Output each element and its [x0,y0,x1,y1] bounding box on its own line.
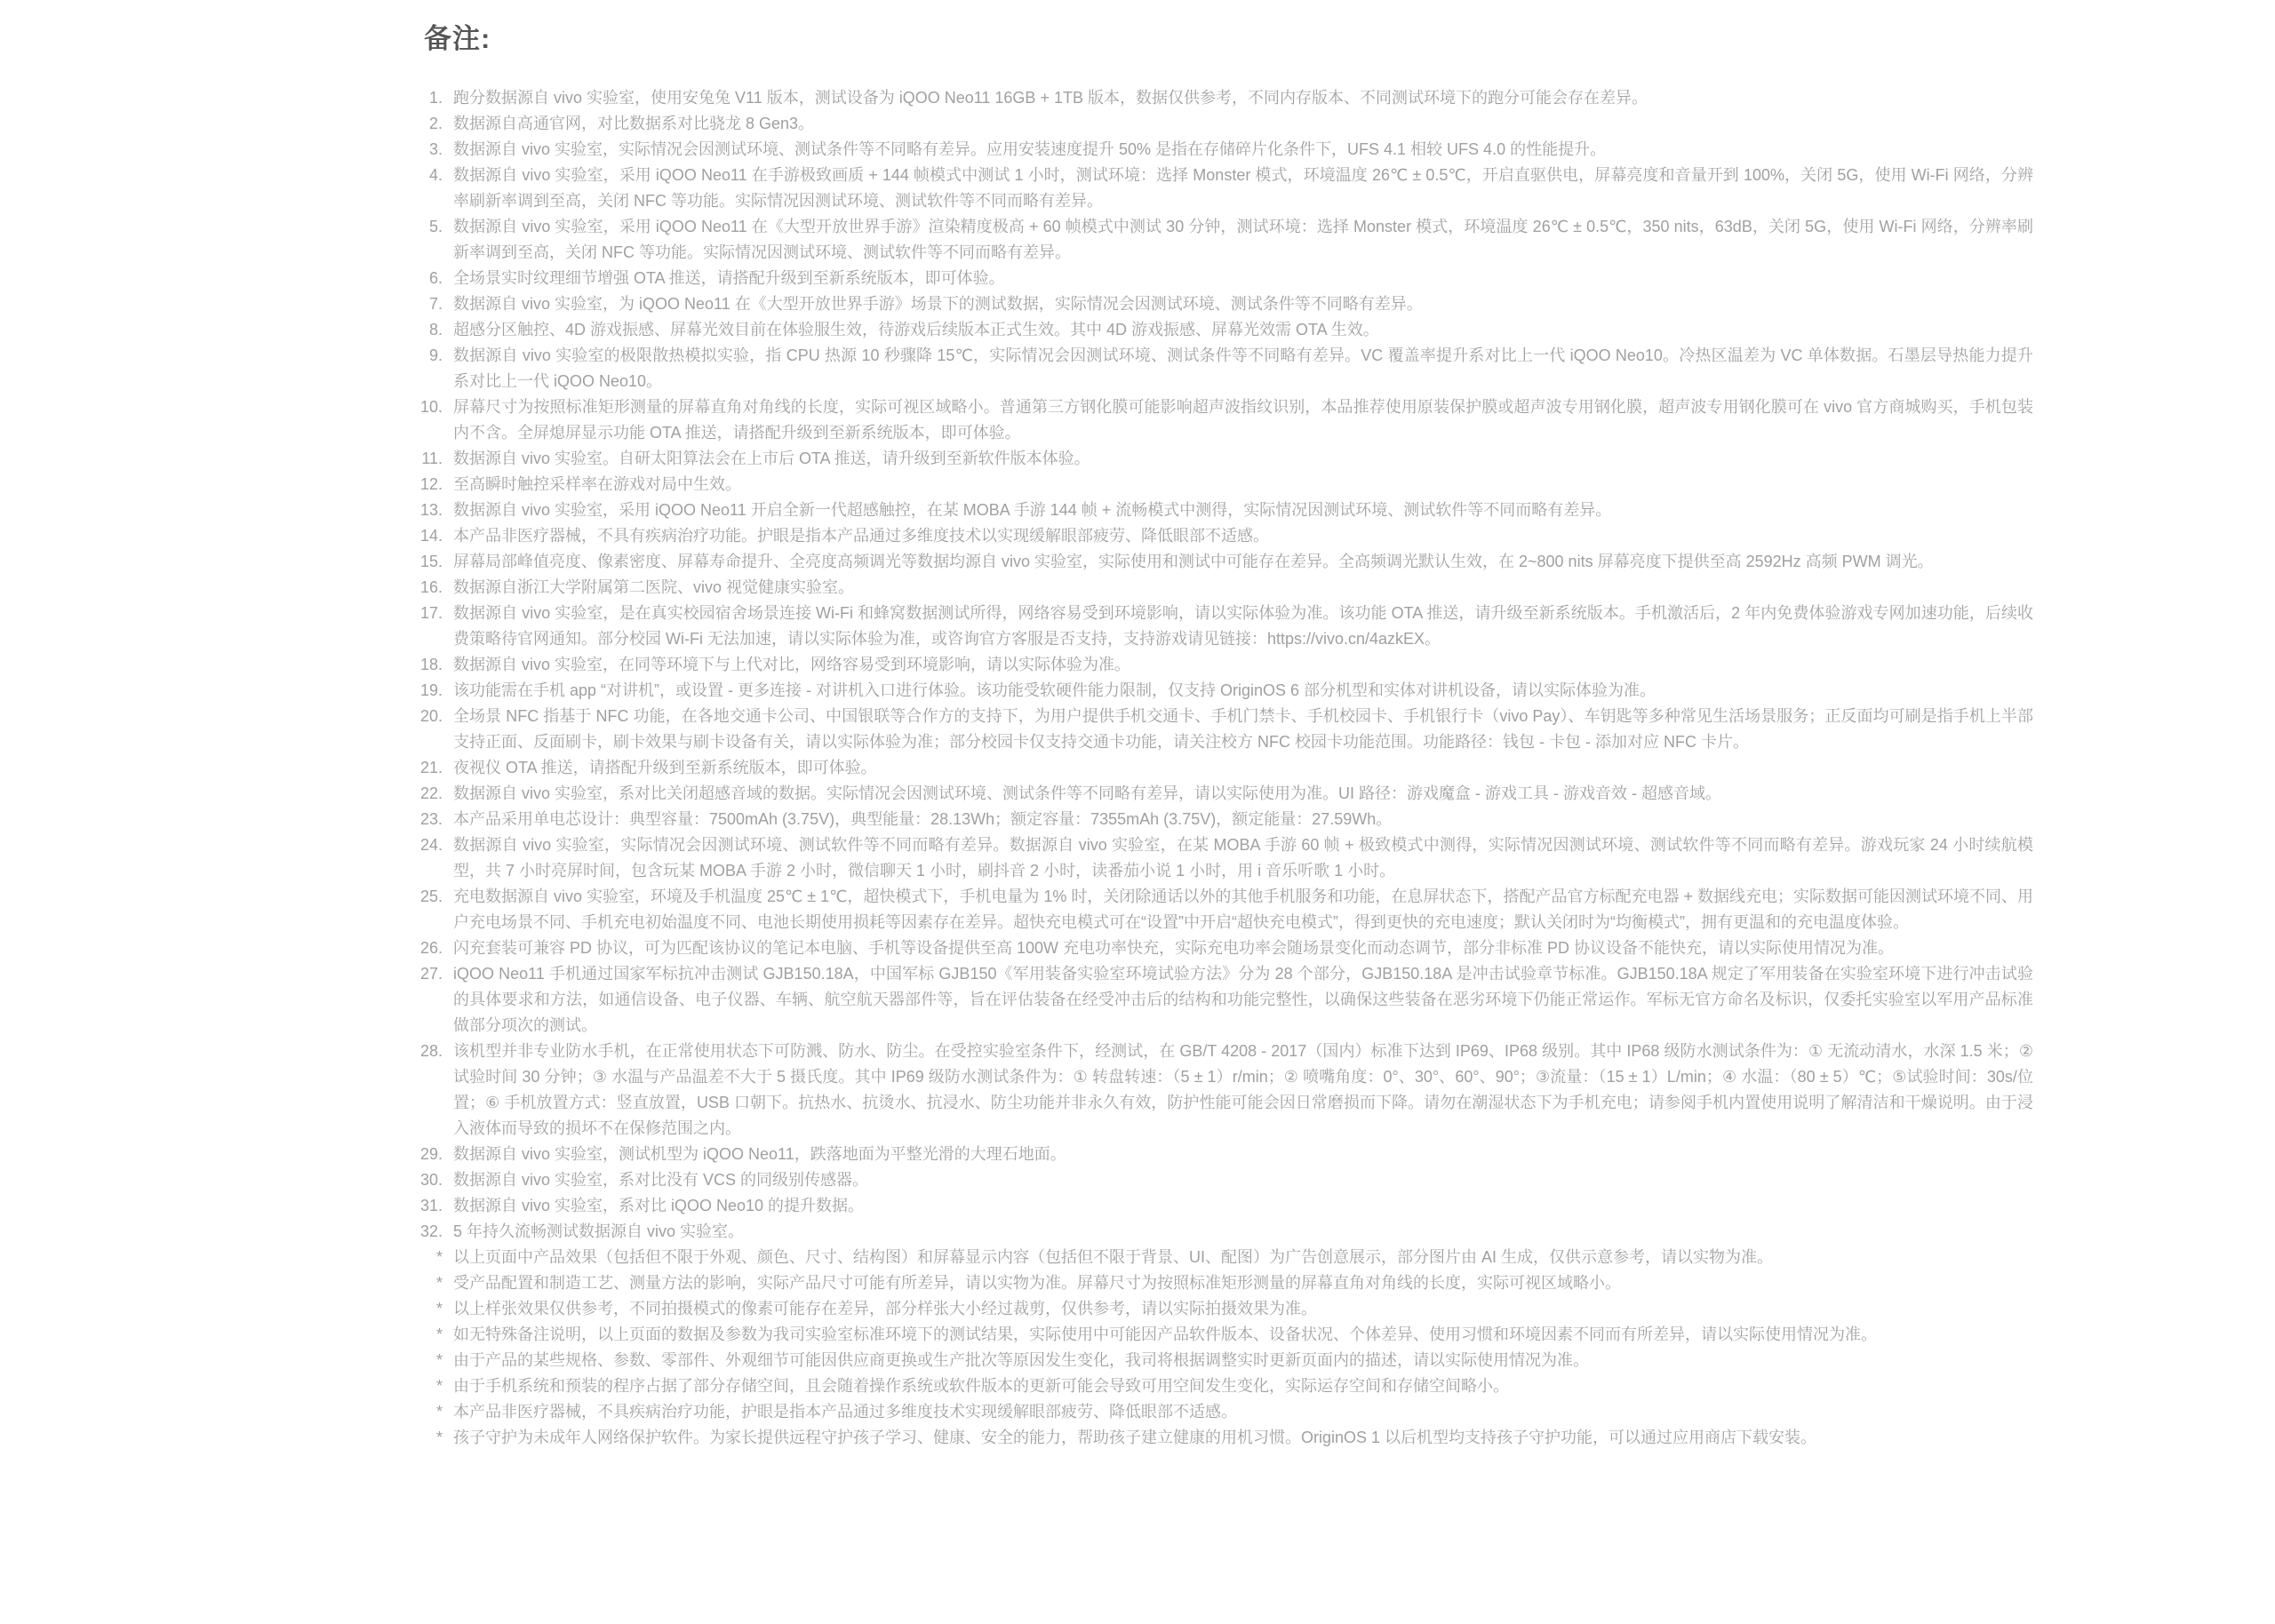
note-text: 充电数据源自 vivo 实验室，环境及手机温度 25℃ ± 1℃，超快模式下，手机电量为 1% 时，关闭除通话以外的其他手机服务和功能，在息屏状态下，搭配产品官方标配充电器 + 数据线充电；实际数据可能因测试环境不同、用户充电场景不同、手机充电初始温度不同、电池长期使用损耗等因素存在差异。超快充电模式可在“设置”中开启“超快充电模式”，得到更快的充电速度；默认关闭时为“均衡模式”，拥有更温和的充电温度体验。 [453,888,2033,931]
note-item-25 [402,884,2033,935]
note-marker: 8. [428,321,443,338]
note-marker: 13. [419,501,443,519]
note-text: 夜视仪 OTA 推送，请搭配升级到至新系统版本，即可体验。 [453,759,877,776]
note-text: 数据源自浙江大学附属第二医院、vivo 视觉健康实验室。 [453,578,855,596]
note-text: 数据源自 vivo 实验室，在同等环境下与上代对比，网络容易受到环境影响，请以实际体验为准。 [453,656,1131,673]
note-item-3 [402,137,2033,163]
note-item-16 [402,575,2033,601]
footnote-item-7 [402,1399,2033,1425]
note-text: 全场景实时纹理细节增强 OTA 推送，请搭配升级到至新系统版本，即可体验。 [453,269,1005,287]
note-item-17 [402,601,2033,652]
note-item-26 [402,935,2033,961]
note-text: 至高瞬时触控采样率在游戏对局中生效。 [453,475,741,493]
note-text: 全场景 NFC 指基于 NFC 功能，在各地交通卡公司、中国银联等合作方的支持下，为用户提供手机交通卡、手机门禁卡、手机校园卡、手机银行卡（vivo Pay）、车钥匙等多种常见生活场景服务；正反面均可刷是指手机上半部支持正面、反面刷卡，刷卡效果与刷卡设备有关，请以实际体验为准；部分校园卡仅支持交通卡功能，请关注校方 NFC 校园卡功能范围。功能路径：钱包 - 卡包 - 添加对应 NFC 卡片。 [453,707,2033,751]
note-text: 该功能需在手机 app “对讲机”，或设置 - 更多连接 - 对讲机入口进行体验。该功能受软硬件能力限制，仅支持 OriginOS 6 部分机型和实体对讲机设备，请以实际体验为准。 [453,681,1656,699]
note-text: 数据源自 vivo 实验室，采用 iQOO Neo11 开启全新一代超感触控，在某 MOBA 手游 144 帧 + 流畅模式中测得，实际情况因测试环境、测试软件等不同而略有差异。 [453,501,1612,519]
footnote-text: 本产品非医疗器械，不具疾病治疗功能，护眼是指本产品通过多维度技术实现缓解眼部疲劳、降低眼部不适感。 [453,1403,1237,1421]
note-item-11 [402,446,2033,472]
note-item-19 [402,678,2033,704]
footnote-marker: * [435,1248,443,1266]
footnote-item-8 [402,1425,2033,1451]
footnote-text: 受产品配置和制造工艺、测量方法的影响，实际产品尺寸可能有所差异，请以实物为准。屏幕尺寸为按照标准矩形测量的屏幕直角对角线的长度，实际可视区域略小。 [453,1274,1621,1292]
note-marker: 21. [419,759,443,776]
note-item-6 [402,266,2033,291]
note-item-10 [402,394,2033,446]
note-text: 数据源自 vivo 实验室，采用 iQOO Neo11 在手游极致画质 + 144 帧模式中测试 1 小时，测试环境：选择 Monster 模式，环境温度 26℃ ± 0.5℃，开启直驱供电，屏幕亮度和音量开到 100%，关闭 5G，使用 Wi-Fi 网络，分辨率刷新率调到至高，关闭 NFC 等功能。实际情况因测试环境、测试软件等不同而略有差异。 [453,166,2033,210]
note-marker: 22. [419,784,443,802]
note-marker: 4. [428,166,443,184]
footnote-marker: * [435,1351,443,1369]
note-marker: 18. [419,656,443,673]
note-text: 该机型并非专业防水手机，在正常使用状态下可防溅、防水、防尘。在受控实验室条件下，经测试，在 GB/T 4208 - 2017（国内）标准下达到 IP69、IP68 级别。其中 IP68 级防水测试条件为：① 无流动清水，水深 1.5 米；② 试验时间 30 分钟；③ 水温与产品温差不大于 5 摄氏度。其中 IP69 级防水测试条件为：① 转盘转速：（5 ± 1）r/min；② 喷嘴角度：0°、30°、60°、90°；③流量：（15 ± 1）L/min；④ 水温：（80 ± 5）℃；⑤试验时间：30s/位置；⑥ 手机放置方式：竖直放置，USB 口朝下。抗热水、抗烫水、抗浸水、防尘功能并非永久有效，防护性能可能会因日常磨损而下降。请勿在潮湿状态下为手机充电；请参阅手机内置使用说明了解清洁和干燥说明。由于浸入液体而导致的损坏不在保修范围之内。 [453,1042,2033,1137]
asterisk-footnotes-list [402,1245,2033,1451]
notes-section [402,85,2033,1451]
note-item-14 [402,523,2033,549]
footnote-text: 由于手机系统和预装的程序占据了部分存储空间，且会随着操作系统或软件版本的更新可能会导致可用空间发生变化，实际运存空间和存储空间略小。 [453,1377,1509,1395]
note-marker: 16. [419,578,443,596]
note-item-4 [402,163,2033,214]
footnote-text: 以上页面中产品效果（包括但不限于外观、颜色、尺寸、结构图）和屏幕显示内容（包括但不限于背景、UI、配图）为广告创意展示，部分图片由 AI 生成，仅供示意参考，请以实物为准。 [453,1248,1774,1266]
footnote-text: 由于产品的某些规格、参数、零部件、外观细节可能因供应商更换或生产批次等原因发生变化，我司将根据调整实时更新页面内的描述，请以实际使用情况为准。 [453,1351,1589,1369]
note-text: 数据源自 vivo 实验室，系对比没有 VCS 的同级别传感器。 [453,1171,869,1189]
note-text: 数据源自 vivo 实验室，系对比 iQOO Neo10 的提升数据。 [453,1197,865,1214]
note-item-23 [402,807,2033,832]
footnote-text: 如无特殊备注说明，以上页面的数据及参数为我司实验室标准环境下的测试结果，实际使用中可能因产品软件版本、设备状况、个体差异、使用习惯和环境因素不同而有所差异，请以实际使用情况为准。 [453,1325,1877,1343]
footnote-item-1 [402,1245,2033,1270]
note-text: 数据源自 vivo 实验室，实际情况会因测试环境、测试条件等不同略有差异。应用安装速度提升 50% 是指在存储碎片化条件下，UFS 4.1 相较 UFS 4.0 的性能提升。 [453,140,1607,158]
note-item-20 [402,704,2033,755]
note-item-5 [402,214,2033,266]
note-item-21 [402,755,2033,781]
note-text: 跑分数据源自 vivo 实验室，使用安兔兔 V11 版本，测试设备为 iQOO Neo11 16GB + 1TB 版本，数据仅供参考，不同内存版本、不同测试环境下的跑分可能会存在差异。 [453,89,1648,107]
note-text: 数据源自 vivo 实验室，为 iQOO Neo11 在《大型开放世界手游》场景下的测试数据，实际情况会因测试环境、测试条件等不同略有差异。 [453,295,1423,313]
footnote-marker: * [435,1377,443,1395]
note-text: 数据源自 vivo 实验室。自研太阳算法会在上市后 OTA 推送，请升级到至新软件版本体验。 [453,450,1090,467]
note-item-13 [402,498,2033,523]
note-item-2 [402,111,2033,137]
footnote-marker: * [435,1429,443,1446]
note-marker: 15. [419,553,443,570]
note-marker: 14. [419,527,443,545]
note-marker: 28. [419,1042,443,1060]
footnote-item-3 [402,1296,2033,1322]
footnote-marker: * [435,1403,443,1421]
note-marker: 24. [419,836,443,854]
note-text: 超感分区触控、4D 游戏振感、屏幕光效目前在体验服生效，待游戏后续版本正式生效。其中 4D 游戏振感、屏幕光效需 OTA 生效。 [453,321,1379,338]
note-marker: 1. [428,89,443,107]
note-marker: 9. [428,346,443,364]
note-text: 数据源自 vivo 实验室的极限散热模拟实验，指 CPU 热源 10 秒骤降 15℃，实际情况会因测试环境、测试条件等不同略有差异。VC 覆盖率提升系对比上一代 iQOO Neo10。冷热区温差为 VC 单体数据。石墨层导热能力提升系对比上一代 iQOO Neo10。 [453,346,2033,390]
footnote-item-4 [402,1322,2033,1348]
footnote-marker: * [435,1325,443,1343]
note-text: 数据源自 vivo 实验室，系对比关闭超感音域的数据。实际情况会因测试环境、测试条件等不同略有差异，请以实际使用为准。UI 路径：游戏魔盒 - 游戏工具 - 游戏音效 - 超感音域。 [453,784,1721,802]
footnote-text: 孩子守护为未成年人网络保护软件。为家长提供远程守护孩子学习、健康、安全的能力，帮助孩子建立健康的用机习惯。OriginOS 1 以后机型均支持孩子守护功能，可以通过应用商店下载安装。 [453,1429,1817,1446]
note-item-15 [402,549,2033,575]
footnote-marker: * [435,1300,443,1318]
note-marker: 12. [419,475,443,493]
note-text: 数据源自高通官网，对比数据系对比骁龙 8 Gen3。 [453,115,815,132]
footnote-item-2 [402,1270,2033,1296]
note-item-8 [402,317,2033,343]
note-marker: 19. [419,681,443,699]
note-item-7 [402,291,2033,317]
note-marker: 5. [428,218,443,235]
note-text: 数据源自 vivo 实验室，是在真实校园宿舍场景连接 Wi-Fi 和蜂窝数据测试所得，网络容易受到环境影响，请以实际体验为准。该功能 OTA 推送，请升级至新系统版本。手机激活后，2 年内免费体验游戏专网加速功能，后续收费策略待官网通知。部分校园 Wi-Fi 无法加速，请以实际体验为准，或咨询官方客服是否支持，支持游戏请见链接：https://vivo.cn/4azkEX。 [453,604,2033,648]
note-item-18 [402,652,2033,678]
note-marker: 30. [419,1171,443,1189]
note-text: 本产品非医疗器械，不具有疾病治疗功能。护眼是指本产品通过多维度技术以实现缓解眼部疲劳、降低眼部不适感。 [453,527,1269,545]
note-marker: 26. [419,939,443,957]
note-item-28 [402,1039,2033,1142]
note-marker: 27. [419,965,443,983]
note-marker: 20. [419,707,443,725]
note-text: 屏幕尺寸为按照标准矩形测量的屏幕直角对角线的长度，实际可视区域略小。普通第三方钢化膜可能影响超声波指纹识别，本品推荐使用原装保护膜或超声波专用钢化膜，超声波专用钢化膜可在 vivo 官方商城购买，手机包装内不含。全屏熄屏显示功能 OTA 推送，请搭配升级到至新系统版本，即可体验。 [453,398,2033,442]
note-item-1 [402,85,2033,111]
note-item-29 [402,1142,2033,1167]
note-text: 闪充套装可兼容 PD 协议，可为匹配该协议的笔记本电脑、手机等设备提供至高 100W 充电功率快充，实际充电功率会随场景变化而动态调节，部分非标准 PD 协议设备不能快充，请以实际使用情况为准。 [453,939,1895,957]
footnote-item-5 [402,1348,2033,1373]
note-marker: 23. [419,810,443,828]
note-item-27 [402,961,2033,1039]
note-text: iQOO Neo11 手机通过国家军标抗冲击测试 GJB150.18A，中国军标 GJB150《军用装备实验室环境试验方法》分为 28 个部分，GJB150.18A 是冲击试验章节标准。GJB150.18A 规定了军用装备在实验室环境下进行冲击试验的具体要求和方法，如通信设备、电子仪器、车辆、航空航天器部件等，旨在评估装备在经受冲击后的结构和功能完整性，以确保这些装备在恶劣环境下仍能正常运作。军标无官方命名及标识，仅委托实验室以军用产品标准做部分项次的测试。 [453,965,2033,1034]
note-item-22 [402,781,2033,807]
note-marker: 31. [419,1197,443,1214]
note-item-30 [402,1167,2033,1193]
footnote-text: 以上样张效果仅供参考，不同拍摄模式的像素可能存在差异，部分样张大小经过裁剪，仅供参考，请以实际拍摄效果为准。 [453,1300,1317,1318]
note-text: 5 年持久流畅测试数据源自 vivo 实验室。 [453,1222,745,1240]
note-marker: 25. [419,888,443,905]
note-marker: 29. [419,1145,443,1163]
page-title: 备注: [424,23,491,54]
note-marker: 2. [428,115,443,132]
note-item-32 [402,1219,2033,1245]
note-marker: 10. [419,398,443,416]
footnote-item-6 [402,1373,2033,1399]
note-text: 数据源自 vivo 实验室，测试机型为 iQOO Neo11，跌落地面为平整光滑的大理石地面。 [453,1145,1066,1163]
note-marker: 17. [419,604,443,622]
note-marker: 3. [428,140,443,158]
numbered-notes-list [402,85,2033,1245]
note-item-31 [402,1193,2033,1219]
note-text: 数据源自 vivo 实验室，采用 iQOO Neo11 在《大型开放世界手游》渲染精度极高 + 60 帧模式中测试 30 分钟，测试环境：选择 Monster 模式，环境温度 26℃ ± 0.5℃，350 nits，63dB，关闭 5G，使用 Wi-Fi 网络，分辨率刷新率调到至高，关闭 NFC 等功能。实际情况因测试环境、测试软件等不同而略有差异。 [453,218,2033,261]
note-marker: 32. [419,1222,443,1240]
note-item-9 [402,343,2033,394]
note-marker: 7. [428,295,443,313]
footnote-marker: * [435,1274,443,1292]
note-item-12 [402,472,2033,498]
note-text: 数据源自 vivo 实验室，实际情况会因测试环境、测试软件等不同而略有差异。数据源自 vivo 实验室，在某 MOBA 手游 60 帧 + 极致模式中测得，实际情况因测试环境、测试软件等不同而略有差异。游戏玩家 24 小时续航模型，共 7 小时亮屏时间，包含玩某 MOBA 手游 2 小时，微信聊天 1 小时，刷抖音 2 小时，读番茄小说 1 小时，用 i 音乐听歌 1 小时。 [453,836,2033,880]
note-text: 本产品采用单电芯设计：典型容量：7500mAh (3.75V)，典型能量：28.13Wh；额定容量：7355mAh (3.75V)，额定能量：27.59Wh。 [453,810,1393,828]
note-marker: 11. [421,450,443,467]
note-text: 屏幕局部峰值亮度、像素密度、屏幕寿命提升、全亮度高频调光等数据均源自 vivo 实验室，实际使用和测试中可能存在差异。全高频调光默认生效，在 2~800 nits 屏幕亮度下提供至高 2592Hz 高频 PWM 调光。 [453,553,1934,570]
note-item-24 [402,832,2033,884]
note-marker: 6. [428,269,443,287]
